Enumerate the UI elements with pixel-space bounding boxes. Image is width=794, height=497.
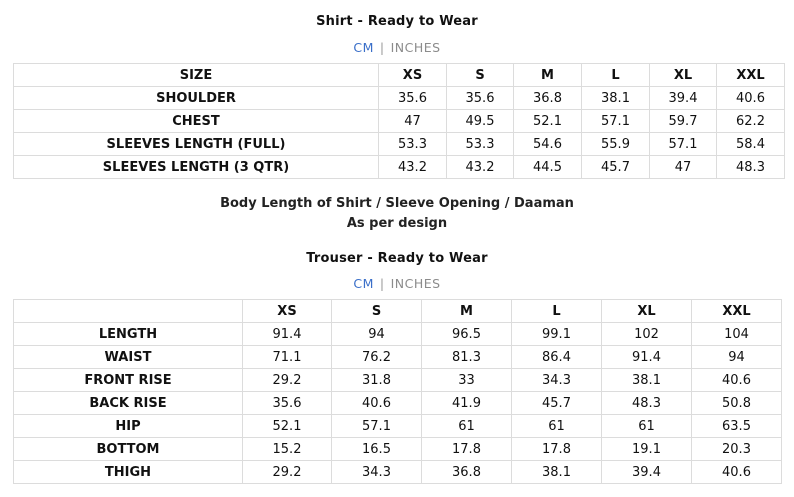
table-cell: 34.3 [512,369,602,392]
table-cell: 53.3 [447,133,514,156]
header-cell: XS [243,300,332,323]
trouser-unit-toggle [0,276,794,291]
shirt-note-line1: Body Length of Shirt / Sleeve Opening / Daaman [220,196,574,211]
table-cell: 45.7 [582,156,650,179]
table-row [14,369,782,392]
table-cell: 49.5 [447,110,514,133]
row-label: CHEST [14,110,379,133]
table-cell: 96.5 [422,323,512,346]
header-cell: XXL [692,300,782,323]
table-cell: 48.3 [717,156,785,179]
shirt-size-table [13,63,785,179]
table-cell: 91.4 [243,323,332,346]
header-cell: M [514,64,582,87]
shirt-title: Shirt - Ready to Wear [316,14,478,29]
table-cell: 39.4 [650,87,717,110]
table-cell: 36.8 [422,461,512,484]
table-row [14,133,785,156]
table-cell: 99.1 [512,323,602,346]
table-cell: 48.3 [602,392,692,415]
table-cell: 40.6 [332,392,422,415]
table-cell: 38.1 [512,461,602,484]
table-cell: 17.8 [512,438,602,461]
table-cell: 102 [602,323,692,346]
table-cell: 40.6 [717,87,785,110]
unit-separator: | [379,40,385,55]
table-row [14,323,782,346]
table-cell: 76.2 [332,346,422,369]
table-row [14,346,782,369]
table-cell: 94 [332,323,422,346]
table-row [14,87,785,110]
table-row [14,461,782,484]
row-label: FRONT RISE [14,369,243,392]
row-label: WAIST [14,346,243,369]
table-cell: 43.2 [379,156,447,179]
table-cell: 59.7 [650,110,717,133]
table-cell: 61 [512,415,602,438]
table-cell: 52.1 [243,415,332,438]
table-cell: 20.3 [692,438,782,461]
header-cell: S [332,300,422,323]
shirt-unit-toggle [0,40,794,55]
table-cell: 35.6 [243,392,332,415]
table-cell: 50.8 [692,392,782,415]
table-cell: 54.6 [514,133,582,156]
header-cell: SIZE [14,64,379,87]
unit-separator: | [379,276,385,291]
table-cell: 91.4 [602,346,692,369]
table-cell: 40.6 [692,461,782,484]
table-cell: 57.1 [332,415,422,438]
table-cell: 47 [379,110,447,133]
table-cell: 62.2 [717,110,785,133]
header-cell: XS [379,64,447,87]
row-label: BOTTOM [14,438,243,461]
row-label: SHOULDER [14,87,379,110]
table-row [14,438,782,461]
table-cell: 57.1 [582,110,650,133]
table-cell: 61 [602,415,692,438]
table-cell: 41.9 [422,392,512,415]
table-row [14,110,785,133]
table-cell: 34.3 [332,461,422,484]
table-cell: 17.8 [422,438,512,461]
table-row [14,415,782,438]
table-cell: 104 [692,323,782,346]
table-cell: 35.6 [447,87,514,110]
header-cell: XXL [717,64,785,87]
table-cell: 52.1 [514,110,582,133]
header-cell: M [422,300,512,323]
table-cell: 29.2 [243,369,332,392]
header-cell: L [512,300,602,323]
table-cell: 55.9 [582,133,650,156]
header-cell [14,300,243,323]
table-cell: 29.2 [243,461,332,484]
shirt-unit-cm[interactable]: CM [353,40,374,55]
table-header-row [14,64,785,87]
header-cell: L [582,64,650,87]
table-cell: 38.1 [582,87,650,110]
table-cell: 81.3 [422,346,512,369]
table-cell: 31.8 [332,369,422,392]
table-cell: 86.4 [512,346,602,369]
table-row [14,392,782,415]
row-label: HIP [14,415,243,438]
shirt-note-line2: As per design [346,216,448,231]
table-cell: 57.1 [650,133,717,156]
header-cell: XL [602,300,692,323]
table-cell: 38.1 [602,369,692,392]
table-cell: 39.4 [602,461,692,484]
trouser-title: Trouser - Ready to Wear [306,251,488,266]
table-cell: 16.5 [332,438,422,461]
table-header-row [14,300,782,323]
table-cell: 61 [422,415,512,438]
table-cell: 63.5 [692,415,782,438]
shirt-unit-inches[interactable]: INCHES [390,40,441,55]
table-cell: 15.2 [243,438,332,461]
table-cell: 43.2 [447,156,514,179]
row-label: BACK RISE [14,392,243,415]
header-cell: S [447,64,514,87]
table-cell: 40.6 [692,369,782,392]
row-label: LENGTH [14,323,243,346]
table-cell: 19.1 [602,438,692,461]
table-cell: 94 [692,346,782,369]
row-label: SLEEVES LENGTH (FULL) [14,133,379,156]
table-cell: 58.4 [717,133,785,156]
table-row [14,156,785,179]
header-cell: XL [650,64,717,87]
trouser-size-table [13,299,782,484]
table-cell: 33 [422,369,512,392]
table-cell: 35.6 [379,87,447,110]
table-cell: 44.5 [514,156,582,179]
table-cell: 71.1 [243,346,332,369]
trouser-unit-inches[interactable]: INCHES [390,276,441,291]
table-cell: 53.3 [379,133,447,156]
table-cell: 45.7 [512,392,602,415]
row-label: SLEEVES LENGTH (3 QTR) [14,156,379,179]
table-cell: 36.8 [514,87,582,110]
table-cell: 47 [650,156,717,179]
row-label: THIGH [14,461,243,484]
trouser-unit-cm[interactable]: CM [353,276,374,291]
